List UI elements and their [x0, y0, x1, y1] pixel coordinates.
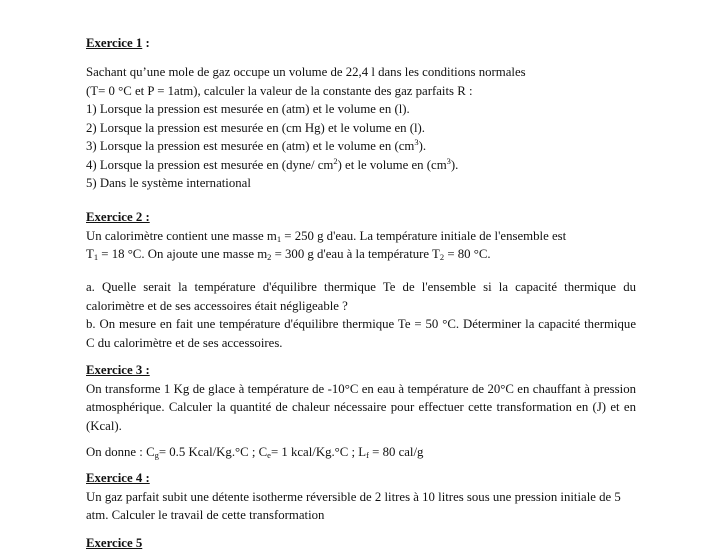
- exercise-1-title: Exercice 1: [86, 36, 143, 50]
- exercise-2-question-a: a. Quelle serait la température d'équilibre thermique Te de l'ensemble si la capacité thermique du calorimètre et de ses accessoires était négligeable ?: [86, 280, 636, 313]
- exercise-1-body: [86, 63, 636, 193]
- exercise-3-title: Exercice 3 :: [86, 363, 150, 377]
- exercise-2-line-2: $T_1 = 18$ °C. On ajoute une masse $m_2 = 300$ g d'eau à la température $T_2 = 80$ °C.: [86, 247, 491, 262]
- exercise-1-title-colon: :: [142, 36, 150, 50]
- exercise-2-questions: [86, 278, 636, 352]
- exercise-4-text: Un gaz parfait subit une détente isotherme réversible de 2 litres à 10 litres sous une pression initiale de 5 atm. Calculer le travail de cette transformation: [86, 489, 621, 522]
- exercise-1-intro-line-2: (T= 0 °C et P = 1atm), calculer la valeur de la constante des gaz parfaits R :: [86, 83, 473, 98]
- exercise-3-given-values: On donne : $C_g= 0.5$ Kcal/Kg.°C ; $C_e= 1$ kcal/Kg.°C ; $L_f = 80$ cal/g: [86, 445, 424, 460]
- exercise-1-intro-line-1: Sachant qu’une mole de gaz occupe un volume de 22,4 l dans les conditions normales: [86, 65, 526, 79]
- exercise-1-item-2: 2) Lorsque la pression est mesurée en (cm Hg) et le volume en (l).: [86, 120, 426, 135]
- exercise-4-title: Exercice 4 :: [86, 471, 150, 485]
- exercise-4: [86, 469, 636, 525]
- exercise-1-item-1: 1) Lorsque la pression est mesurée en (atm) et le volume en (l).: [86, 102, 410, 116]
- exercise-1: [86, 34, 636, 53]
- exercise-3: [86, 361, 636, 435]
- exercise-2-line-1: Un calorimètre contient une masse $m_1 = 250$ g d'eau. La température initiale de l'ensemble est: [86, 228, 567, 244]
- exercise-1-item-5: 5) Dans le système international: [86, 176, 251, 190]
- exercise-3-given: [86, 443, 636, 462]
- exercise-2-title: Exercice 2 :: [86, 210, 150, 224]
- exercise-1-item-3: 3) Lorsque la pression est mesurée en (atm) et le volume en $(cm^3)$.: [86, 137, 427, 153]
- exercise-1-item-4: 4) Lorsque la pression est mesurée en (dyne/ $cm^2$) et le volume en $(cm^3)$.: [86, 155, 459, 172]
- exercise-5-title: Exercice 5: [86, 536, 143, 550]
- exercise-2: [86, 208, 636, 264]
- exercise-3-text: On transforme 1 Kg de glace à température de -10°C en eau à température de 20°C en chauffant à pression atmosphérique. Calculer la quantité de chaleur nécessaire pour effectuer cette transformation en (J) et en (Kcal).: [86, 381, 636, 433]
- exercise-2-question-b: b. On mesure en fait une température d'équilibre thermique Te = 50 °C. Déterminer la capacité thermique C du calorimètre et de ses accessoires.: [86, 317, 636, 350]
